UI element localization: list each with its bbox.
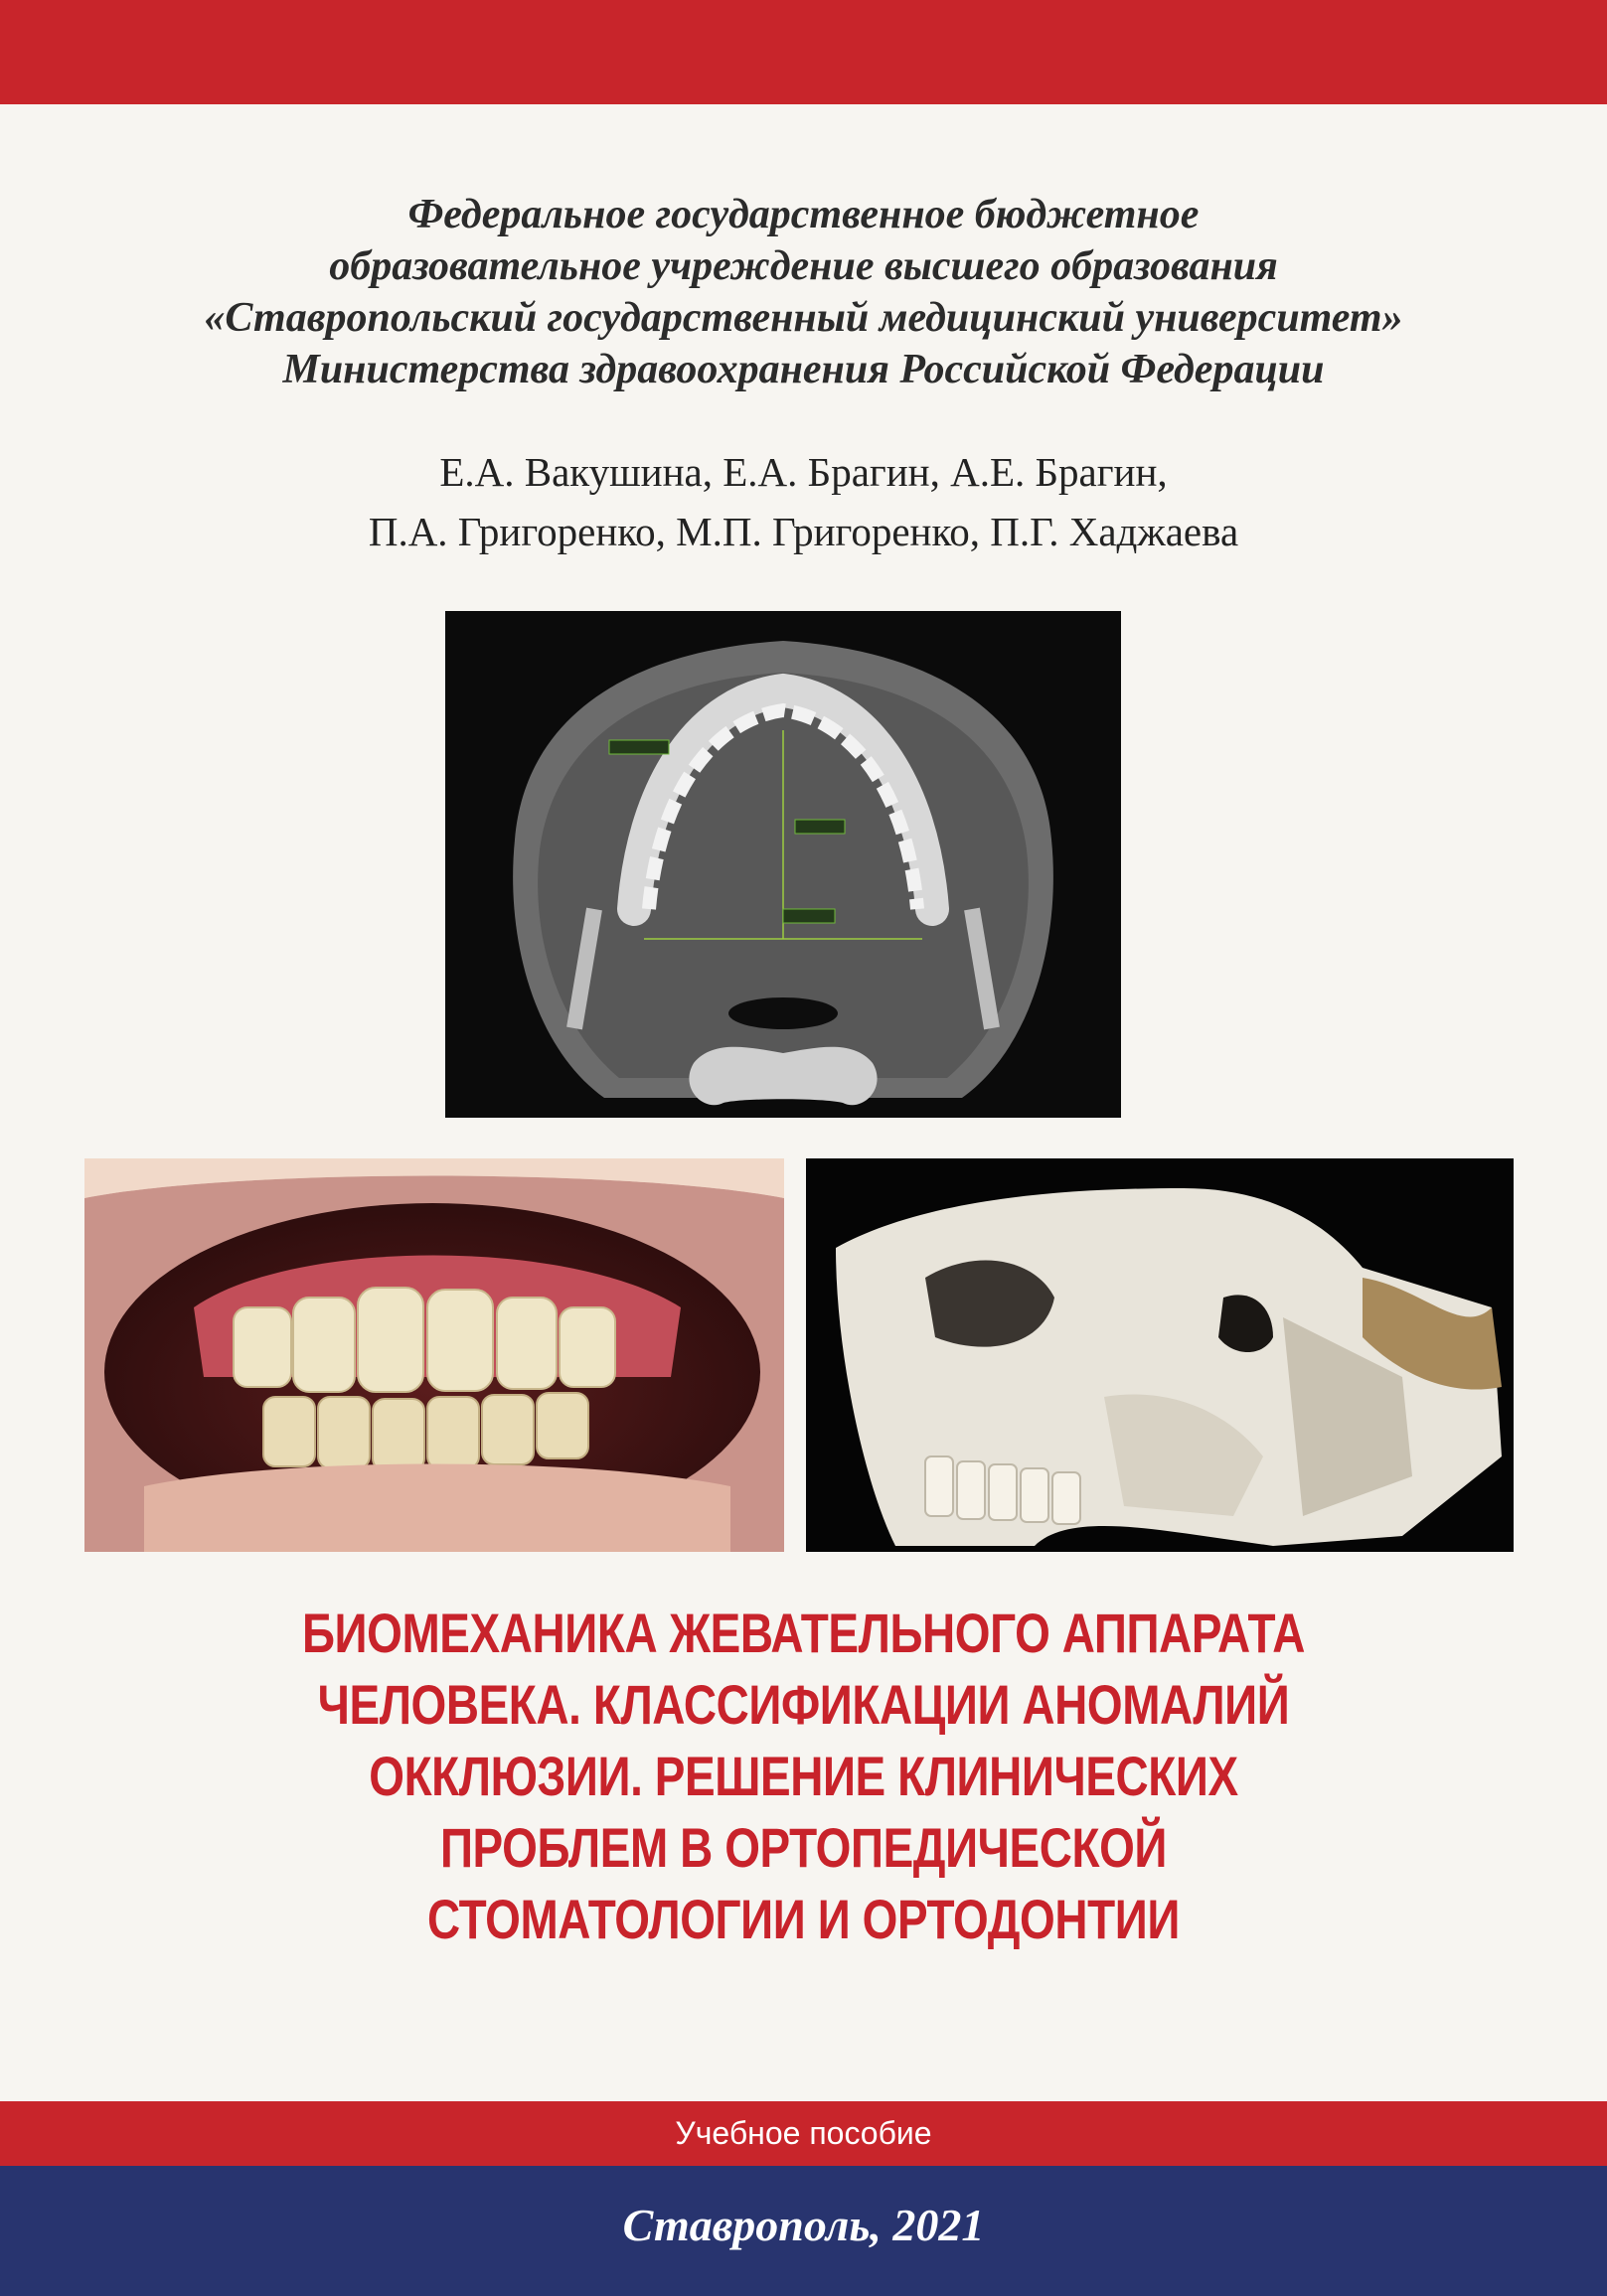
book-type-label: Учебное пособие xyxy=(675,2115,932,2151)
title-line: БИОМЕХАНИКА ЖЕВАТЕЛЬНОГО АППАРАТА xyxy=(301,1602,1306,1664)
title-line: ПРОБЛЕМ В ОРТОПЕДИЧЕСКОЙ xyxy=(439,1816,1168,1879)
city-year: Ставрополь, 2021 xyxy=(622,2200,985,2250)
title-line: ОККЛЮЗИИ. РЕШЕНИЕ КЛИНИЧЕСКИХ xyxy=(369,1745,1238,1807)
dental-ct-scan-image xyxy=(445,611,1121,1118)
institution-name xyxy=(0,189,1607,395)
institution-line: образовательное учреждение высшего образования xyxy=(329,243,1278,289)
institution-line: Федеральное государственное бюджетное xyxy=(407,192,1200,237)
authors xyxy=(0,442,1607,561)
institution-line: Министерства здравоохранения Российской Федерации xyxy=(282,347,1325,392)
authors-line: П.А. Григоренко, М.П. Григоренко, П.Г. Хаджаева xyxy=(368,509,1239,554)
top-red-band xyxy=(0,0,1607,104)
intraoral-photo-image xyxy=(84,1158,784,1552)
authors-line: Е.А. Вакушина, Е.А. Брагин, А.Е. Брагин, xyxy=(439,449,1168,495)
title-line: СТОМАТОЛОГИИ И ОРТОДОНТИИ xyxy=(427,1888,1180,1950)
book-title xyxy=(0,1598,1607,1955)
3d-skull-render-image xyxy=(806,1158,1514,1552)
title-line: ЧЕЛОВЕКА. КЛАССИФИКАЦИИ АНОМАЛИЙ xyxy=(317,1673,1290,1736)
institution-line: «Ставропольский государственный медицинский университет» xyxy=(204,295,1403,341)
